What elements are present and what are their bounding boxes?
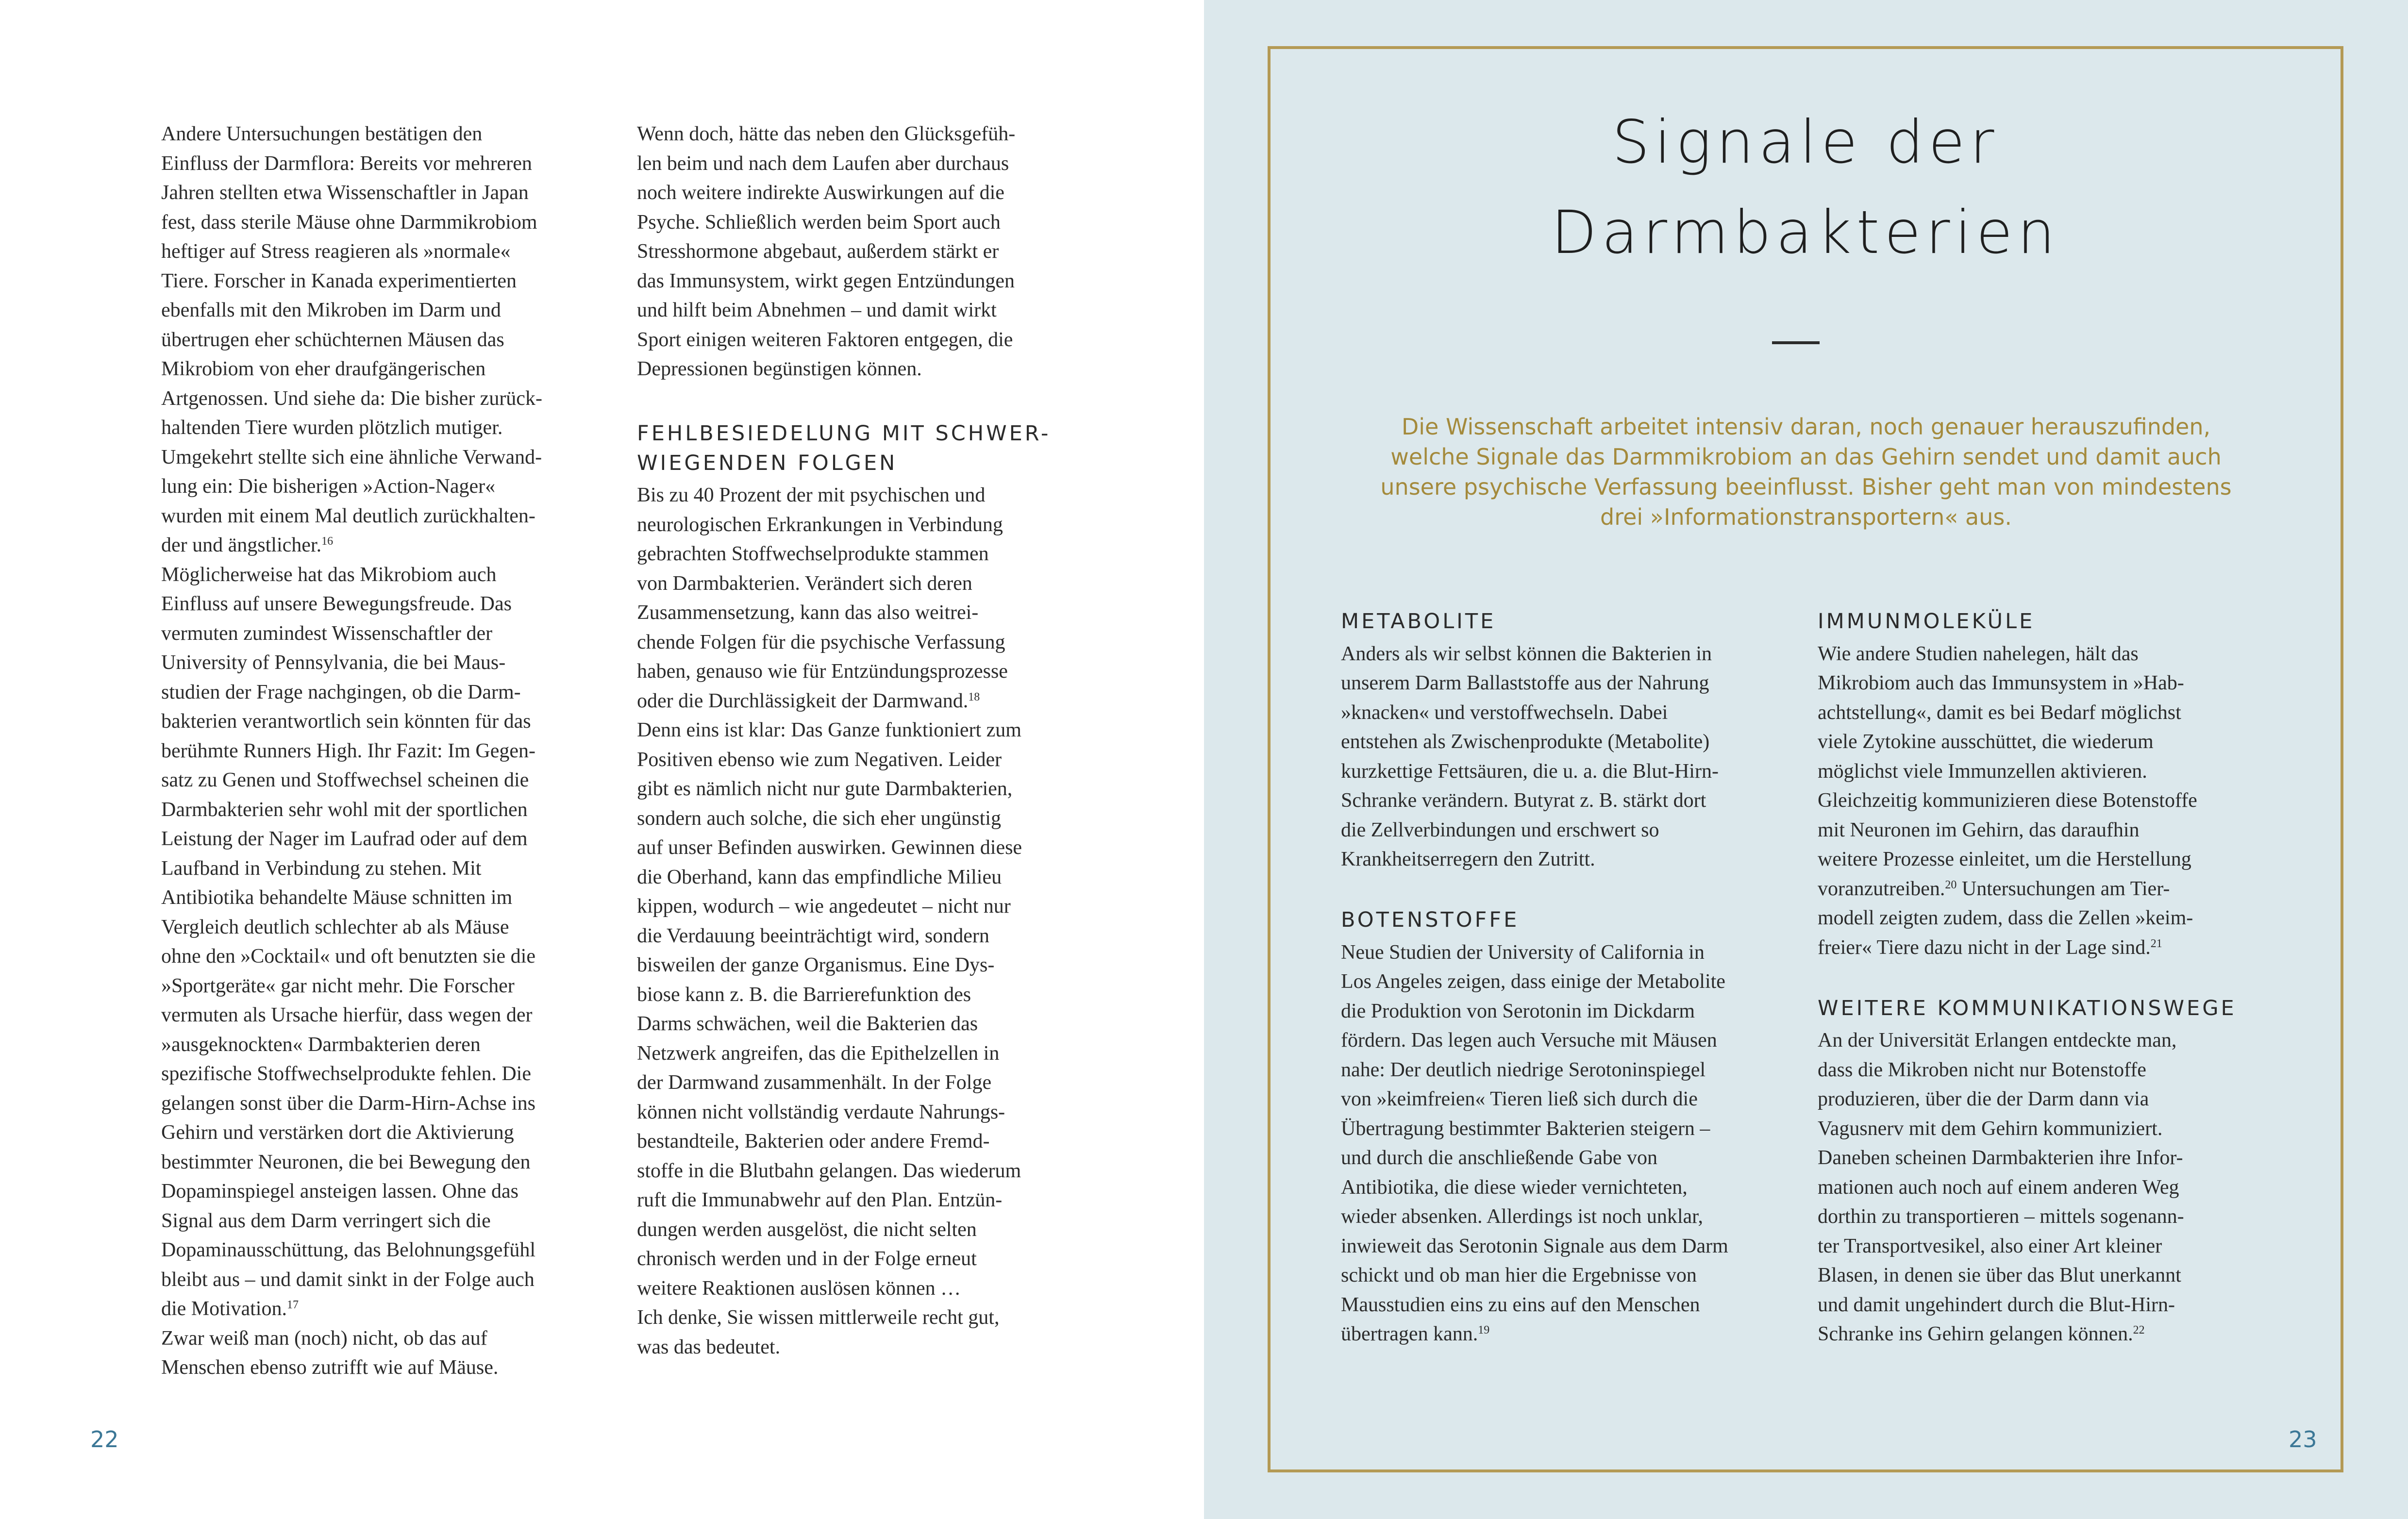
text-fragment: übertragen kann. bbox=[1341, 1323, 1478, 1345]
text-line: Einfluss auf unsere Bewegungsfreude. Das bbox=[161, 593, 512, 615]
text-line: die Verdauung beeinträchtigt wird, sondern bbox=[637, 924, 989, 947]
footnote-20: 20 bbox=[1945, 878, 1957, 891]
text-line: gelangen sonst über die Darm-Hirn-Achse ins bbox=[161, 1092, 535, 1115]
text-line: nahe: Der deutlich niedrige Serotoninspiegel bbox=[1341, 1058, 1706, 1081]
text-line: mationen auch noch auf einem anderen Weg bbox=[1818, 1176, 2179, 1199]
text-line: dungen werden ausgelöst, die nicht selten bbox=[637, 1218, 977, 1241]
section-heading-metabolite: METABOLITE bbox=[1341, 609, 1496, 634]
text-line: Ich denke, Sie wissen mittlerweile recht gut, bbox=[637, 1306, 1000, 1329]
text-line: Netzwerk angreifen, das die Epithelzellen in bbox=[637, 1042, 1000, 1065]
text-line: gibt es nämlich nicht nur gute Darmbakterien, bbox=[637, 778, 1013, 800]
right-column-1 bbox=[1341, 607, 1792, 1349]
text-line: vermuten zumindest Wissenschaftler der bbox=[161, 622, 493, 645]
text-line: »knacken« und verstoffwechseln. Dabei bbox=[1341, 701, 1668, 724]
text-line: entstehen als Zwischenprodukte (Metabolite) bbox=[1341, 731, 1710, 753]
text-line: Neue Studien der University of California in bbox=[1341, 941, 1705, 964]
text-line: Depressionen begünstigen können. bbox=[637, 358, 922, 380]
text-fragment: Untersuchungen am Tier- bbox=[1956, 877, 2170, 900]
text-line: auf unser Befinden auswirken. Gewinnen diese bbox=[637, 836, 1022, 859]
text-line: gebrachten Stoffwechselprodukte stammen bbox=[637, 543, 989, 565]
text-line: modell zeigten zudem, dass die Zellen »keim- bbox=[1818, 907, 2193, 929]
intro-text: Die Wissenschaft arbeitet intensiv daran, noch genauer herauszufinden, welche Signale das Darmmikrobiom an das Gehirn sendet und damit auch unsere psychische Verfassung beeinflusst. Bisher geht man von mindestens drei »Informationstransportern« aus. bbox=[1380, 414, 2232, 530]
text-line: achtstellung«, damit es bei Bedarf möglichst bbox=[1818, 701, 2181, 724]
text-line: Gehirn und verstärken dort die Aktivierung bbox=[161, 1121, 514, 1144]
text-line: die Zellverbindungen und erschwert so bbox=[1341, 818, 1659, 841]
text-line: Darmbakterien sehr wohl mit der sportlichen bbox=[161, 798, 528, 821]
text-line bbox=[1818, 874, 2274, 904]
text-line: ter Transportvesikel, also einer Art kleiner bbox=[1818, 1235, 2162, 1257]
text-line: len beim und nach dem Laufen aber durchaus bbox=[637, 152, 1009, 175]
text-line: Vergleich deutlich schlechter ab als Mäuse bbox=[161, 916, 509, 938]
text-line: haltenden Tiere wurden plötzlich mutiger. bbox=[161, 417, 503, 439]
text-line: Einfluss der Darmflora: Bereits vor mehreren bbox=[161, 152, 532, 175]
text-line: Zwar weiß man (noch) nicht, ob das auf bbox=[161, 1327, 487, 1350]
text-line: Mikrobiom von eher draufgängerischen bbox=[161, 358, 486, 380]
text-line: inwieweit das Serotonin Signale aus dem Darm bbox=[1341, 1235, 1728, 1257]
text-line: wurden mit einem Mal deutlich zurückhalten- bbox=[161, 504, 535, 527]
text-line: Mausstudien eins zu eins auf den Menschen bbox=[1341, 1293, 1700, 1316]
text-line: wieder absenken. Allerdings ist noch unklar, bbox=[1341, 1205, 1703, 1228]
text-line: die Produktion von Serotonin im Dickdarm bbox=[1341, 1000, 1695, 1022]
section-heading-weitere: WEITERE KOMMUNIKATIONSWEGE bbox=[1818, 996, 2237, 1020]
text-line: das Immunsystem, wirkt gegen Entzündungen bbox=[637, 269, 1015, 292]
text-line: sondern auch solche, die sich eher ungünstig bbox=[637, 807, 1001, 830]
text-line: haben, genauso wie für Entzündungsprozesse bbox=[637, 660, 1008, 683]
text-line: berühmte Runners High. Ihr Fazit: Im Gegen- bbox=[161, 739, 535, 762]
page-title bbox=[1268, 97, 2343, 278]
text-line: spezifische Stoffwechselprodukte fehlen. Die bbox=[161, 1063, 531, 1085]
text-line: Jahren stellten etwa Wissenschaftler in Japan bbox=[161, 182, 529, 204]
title-line: Signale der bbox=[1612, 108, 1999, 177]
text-line: bleibt aus – und damit sinkt in der Folge auch bbox=[161, 1268, 535, 1291]
footnote-22: 22 bbox=[2133, 1324, 2145, 1336]
text-line: unserem Darm Ballaststoffe aus der Nahrung bbox=[1341, 672, 1709, 694]
text-line: bisweilen der ganze Organismus. Eine Dys- bbox=[637, 954, 995, 976]
page-number-right: 23 bbox=[2289, 1426, 2317, 1452]
text-line: Leistung der Nager im Laufrad oder auf dem bbox=[161, 828, 528, 850]
text-line: Sport einigen weiteren Faktoren entgegen, die bbox=[637, 328, 1013, 351]
text-line: Antibiotika, die diese wieder vernichteten, bbox=[1341, 1176, 1688, 1199]
text-fragment: die Motivation. bbox=[161, 1298, 287, 1320]
left-column-1 bbox=[161, 119, 598, 1383]
text-line: Anders als wir selbst können die Bakterien in bbox=[1341, 642, 1712, 665]
text-line: und durch die anschließende Gabe von bbox=[1341, 1147, 1657, 1169]
text-line: Schranke verändern. Butyrat z. B. stärkt dort bbox=[1341, 789, 1706, 812]
footnote-17: 17 bbox=[286, 1299, 299, 1311]
text-line: »Sportgeräte« gar nicht mehr. Die Forscher bbox=[161, 974, 515, 997]
text-line: von »keimfreien« Tieren ließ sich durch die bbox=[1341, 1088, 1698, 1110]
text-line: Positiven ebenso wie zum Negativen. Leider bbox=[637, 748, 1002, 771]
text-line: ebenfalls mit den Mikroben im Darm und bbox=[161, 299, 501, 321]
text-line: Denn eins ist klar: Das Ganze funktioniert zum bbox=[637, 719, 1021, 741]
footnote-16: 16 bbox=[321, 535, 334, 548]
text-line: übertrugen eher schüchternen Mäusen das bbox=[161, 328, 504, 351]
text-line: Mikrobiom auch das Immunsystem in »Hab- bbox=[1818, 672, 2184, 694]
text-line: Antibiotika behandelte Mäuse schnitten im bbox=[161, 886, 513, 909]
text-line: studien der Frage nachgingen, ob die Darm- bbox=[161, 681, 521, 703]
text-line bbox=[637, 686, 1074, 716]
text-line: An der Universität Erlangen entdeckte man, bbox=[1818, 1029, 2177, 1052]
text-line: der Darmwand zusammenhält. In der Folge bbox=[637, 1071, 992, 1094]
text-line: produzieren, über die der Darm dann via bbox=[1818, 1088, 2149, 1110]
text-line: bestimmter Neuronen, die bei Bewegung den bbox=[161, 1151, 531, 1173]
text-line: schickt und ob man hier die Ergebnisse von bbox=[1341, 1264, 1697, 1286]
text-line: fest, dass sterile Mäuse ohne Darmmikrobiom bbox=[161, 211, 537, 234]
text-line: mit Neuronen im Gehirn, das daraufhin bbox=[1818, 818, 2140, 841]
text-line: noch weitere indirekte Auswirkungen auf die bbox=[637, 182, 1004, 204]
text-line: vermuten als Ursache hierfür, dass wegen der bbox=[161, 1004, 533, 1026]
text-line: Blasen, in denen sie über das Blut unerkannt bbox=[1818, 1264, 2181, 1286]
text-line: heftiger auf Stress reagieren als »normale« bbox=[161, 240, 511, 263]
text-line: ruft die Immunabwehr auf den Plan. Entzün- bbox=[637, 1189, 1003, 1211]
text-line: Vagusnerv mit dem Gehirn kommuniziert. bbox=[1818, 1117, 2163, 1140]
text-line: Daneben scheinen Darmbakterien ihre Infor- bbox=[1818, 1147, 2183, 1169]
text-line bbox=[1341, 1319, 1792, 1349]
text-line: was das bedeutet. bbox=[637, 1335, 781, 1358]
text-line: Tiere. Forscher in Kanada experimentierten bbox=[161, 269, 517, 292]
text-fragment: freier« Tiere dazu nicht in der Lage sind. bbox=[1818, 936, 2151, 959]
text-line: kurzkettige Fettsäuren, die u. a. die Blut-Hirn- bbox=[1341, 760, 1719, 783]
text-line: chronisch werden und in der Folge erneut bbox=[637, 1248, 977, 1270]
text-line: biose kann z. B. die Barrierefunktion des bbox=[637, 983, 971, 1006]
section-heading-botenstoffe: BOTENSTOFFE bbox=[1341, 908, 1520, 932]
text-line: dorthin zu transportieren – mittels sogenann- bbox=[1818, 1205, 2184, 1228]
text-line: dass die Mikroben nicht nur Botenstoffe bbox=[1818, 1058, 2146, 1081]
text-line: Laufband in Verbindung zu stehen. Mit bbox=[161, 857, 482, 880]
text-line bbox=[161, 531, 598, 560]
text-line: fördern. Das legen auch Versuche mit Mäusen bbox=[1341, 1029, 1717, 1052]
text-line: können nicht vollständig verdaute Nahrungs- bbox=[637, 1101, 1005, 1123]
text-line: Umgekehrt stellte sich eine ähnliche Verwand- bbox=[161, 446, 542, 468]
footnote-21: 21 bbox=[2150, 937, 2162, 950]
text-line: viele Zytokine ausschüttet, die wiederum bbox=[1818, 731, 2154, 753]
text-line: und hilft beim Abnehmen – und damit wirkt bbox=[637, 299, 997, 321]
text-line: Wenn doch, hätte das neben den Glücksgefüh- bbox=[637, 123, 1016, 145]
text-line: die Oberhand, kann das empfindliche Milieu bbox=[637, 866, 1002, 888]
text-line bbox=[161, 1294, 598, 1324]
right-column-2 bbox=[1818, 607, 2274, 1349]
text-line: ohne den »Cocktail« und oft benutzten sie die bbox=[161, 945, 535, 968]
text-line: Möglicherweise hat das Mikrobiom auch bbox=[161, 563, 497, 586]
text-line: und damit ungehindert durch die Blut-Hirn- bbox=[1818, 1293, 2175, 1316]
title-divider bbox=[1772, 341, 1820, 344]
text-line: Menschen ebenso zutrifft wie auf Mäuse. bbox=[161, 1356, 499, 1379]
text-line: Gleichzeitig kommunizieren diese Botenstoffe bbox=[1818, 789, 2197, 812]
text-line: bestandteile, Bakterien oder andere Fremd- bbox=[637, 1130, 990, 1152]
text-line: Bis zu 40 Prozent der mit psychischen und bbox=[637, 484, 986, 506]
text-fragment: der und ängstlicher. bbox=[161, 534, 322, 556]
text-line: Krankheitserregern den Zutritt. bbox=[1341, 848, 1595, 870]
text-line: Psyche. Schließlich werden beim Sport auch bbox=[637, 211, 1001, 234]
text-line: neurologischen Erkrankungen in Verbindung bbox=[637, 513, 1003, 536]
footnote-19: 19 bbox=[1478, 1324, 1490, 1336]
text-line: von Darmbakterien. Verändert sich deren bbox=[637, 572, 972, 595]
footnote-18: 18 bbox=[968, 690, 980, 703]
text-line: Artgenossen. Und siehe da: Die bisher zurück- bbox=[161, 387, 542, 410]
text-fragment: voranzutreiben. bbox=[1818, 877, 1945, 900]
text-line: kippen, wodurch – wie angedeutet – nicht nur bbox=[637, 895, 1011, 918]
title-line: Darmbakterien bbox=[1551, 198, 2060, 267]
text-fragment: oder die Durchlässigkeit der Darmwand. bbox=[637, 689, 969, 712]
text-line: Stresshormone abgebaut, außerdem stärkt er bbox=[637, 240, 999, 263]
text-line: Andere Untersuchungen bestätigen den bbox=[161, 123, 483, 145]
text-line bbox=[1818, 1319, 2274, 1349]
text-line: stoffe in die Blutbahn gelangen. Das wiederum bbox=[637, 1159, 1021, 1182]
text-line: Signal aus dem Darm verringert sich die bbox=[161, 1209, 491, 1232]
text-line: weitere Reaktionen auslösen können … bbox=[637, 1277, 961, 1300]
text-line: chende Folgen für die psychische Verfassung bbox=[637, 631, 1005, 653]
text-fragment: Schranke ins Gehirn gelangen können. bbox=[1818, 1323, 2133, 1345]
text-line: bakterien verantwortlich sein könnten für das bbox=[161, 710, 531, 733]
text-line: Darms schwächen, weil die Bakterien das bbox=[637, 1013, 978, 1035]
text-line: Zusammensetzung, kann das also weitrei- bbox=[637, 601, 979, 624]
left-column-2 bbox=[637, 119, 1074, 1362]
text-line: Los Angeles zeigen, dass einige der Metabolite bbox=[1341, 970, 1725, 993]
text-line: Wie andere Studien nahelegen, hält das bbox=[1818, 642, 2139, 665]
text-line: satz zu Genen und Stoffwechsel scheinen die bbox=[161, 769, 529, 791]
text-line bbox=[1818, 933, 2274, 963]
text-line: Dopaminspiegel ansteigen lassen. Ohne das bbox=[161, 1180, 518, 1202]
text-line: University of Pennsylvania, die bei Maus- bbox=[161, 651, 506, 674]
text-line: Dopaminausschüttung, das Belohnungsgefühl bbox=[161, 1239, 536, 1261]
text-line: lung ein: Die bisherigen »Action-Nager« bbox=[161, 475, 496, 498]
section-heading: WIEGENDEN FOLGEN bbox=[637, 451, 898, 475]
text-line: Übertragung bestimmter Bakterien steigern – bbox=[1341, 1117, 1710, 1140]
text-line: »ausgeknockten« Darmbakterien deren bbox=[161, 1033, 481, 1056]
section-heading-immunmolekuele: IMMUNMOLEKÜLE bbox=[1818, 609, 2035, 634]
text-line: weitere Prozesse einleitet, um die Herstellung bbox=[1818, 848, 2191, 870]
page-number-left: 22 bbox=[90, 1426, 119, 1452]
section-heading: FEHLBESIEDELUNG MIT SCHWER- bbox=[637, 421, 1051, 446]
text-line: möglichst viele Immunzellen aktivieren. bbox=[1818, 760, 2147, 783]
